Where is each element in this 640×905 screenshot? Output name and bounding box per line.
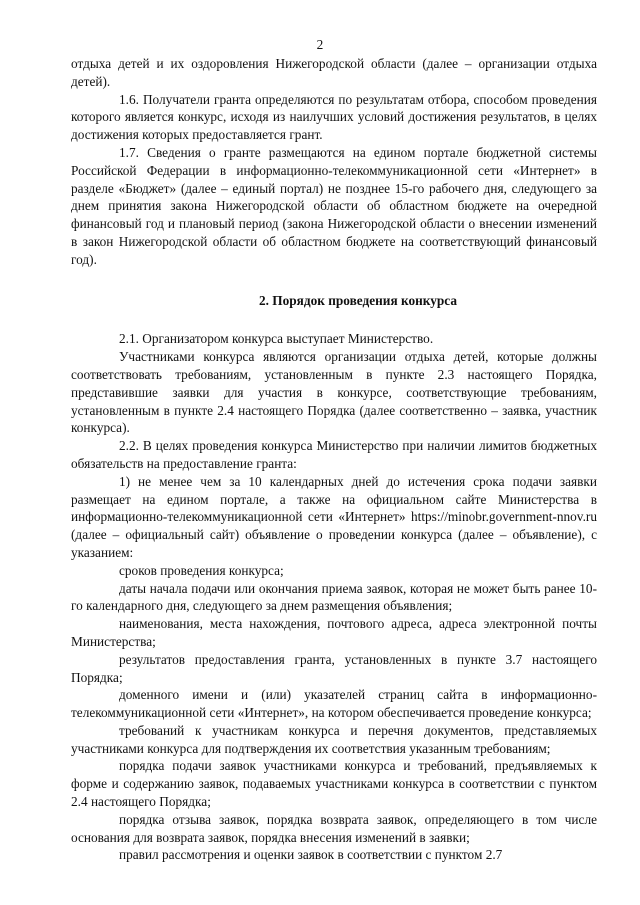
paragraph: результатов предоставления гранта, установленных в пункте 3.7 настоящего Порядка; bbox=[71, 651, 597, 685]
section-heading: 2. Порядок проведения конкурса bbox=[258, 292, 457, 308]
paragraph: 1) не менее чем за 10 календарных дней до истечения срока подачи заявки размещает на едином портале, а также на официальном сайте Министерства в информационно-телекоммуникационной сети «Интернет» https://minobr.government-nnov.ru (далее – официальный сайт) объявление о проведении конкурса (далее – объявление), с указанием: bbox=[71, 473, 597, 560]
paragraph: 2.2. В целях проведения конкурса Министерство при наличии лимитов бюджетных обязательств на предоставление гранта: bbox=[71, 438, 597, 471]
paragraph: сроков проведения конкурса; bbox=[119, 562, 284, 578]
paragraph: даты начала подачи или окончания приема заявок, которая не может быть ранее 10-го календарного дня, следующего за днем размещения объявления; bbox=[71, 580, 597, 614]
section-2-body bbox=[71, 330, 597, 864]
paragraph: 2.1. Организатором конкурса выступает Министерство. bbox=[119, 331, 434, 347]
page-number: 2 bbox=[316, 37, 324, 52]
paragraph: требований к участникам конкурса и перечня документов, представляемых участниками конкурса для подтверждения их соответствия указанным требованиям; bbox=[71, 722, 597, 756]
paragraph: 1.7. Сведения о гранте размещаются на едином портале бюджетной системы Российской Федерации в информационно-телекоммуникационной сети «Интернет» в разделе «Бюджет» (далее – единый портал) не позднее 15-го рабочего дня, следующего за днем принятия закона Нижегородской области об областном бюджете на очередной финансовый год и плановый период (закона Нижегородской области о внесении изменений в закон Нижегородской области об областном бюджете на соответствующий финансовый год). bbox=[71, 144, 597, 267]
paragraph: отдыха детей и их оздоровления Нижегородской области (далее – организации отдыха детей). bbox=[71, 56, 597, 89]
paragraph: доменного имени и (или) указателей страниц сайта в информационно-телекоммуникационной сети «Интернет», на котором обеспечивается проведение конкурса; bbox=[71, 687, 597, 721]
paragraph: Участниками конкурса являются организации отдыха детей, которые должны соответствовать требованиям, установленным в пункте 2.3 настоящего Порядка, представившие заявки для участия в конкурсе, соответствующие требованиям, установленным в пункте 2.4 настоящего Порядка (далее соответственно – заявка, участник конкурса). bbox=[71, 349, 597, 436]
paragraph: порядка отзыва заявок, порядка возврата заявок, определяющего в том числе основания для возврата заявок, порядка внесения изменений в заявки; bbox=[71, 811, 597, 845]
paragraph: наименования, места нахождения, почтового адреса, адреса электронной почты Министерства; bbox=[71, 616, 597, 649]
section-1-continuation bbox=[71, 55, 597, 269]
paragraph: 1.6. Получатели гранта определяются по результатам отбора, способом проведения которого является конкурс, исходя из наилучших условий достижения результатов, в целях достижения которых предоставляется грант. bbox=[71, 91, 597, 143]
document-body bbox=[71, 55, 597, 864]
paragraph: порядка подачи заявок участниками конкурса и требований, предъявляемых к форме и содержанию заявок, подаваемых участниками конкурса в соответствии с пунктом 2.4 настоящего Порядка; bbox=[71, 758, 597, 810]
paragraph: правил рассмотрения и оценки заявок в соответствии с пунктом 2.7 bbox=[119, 847, 503, 863]
